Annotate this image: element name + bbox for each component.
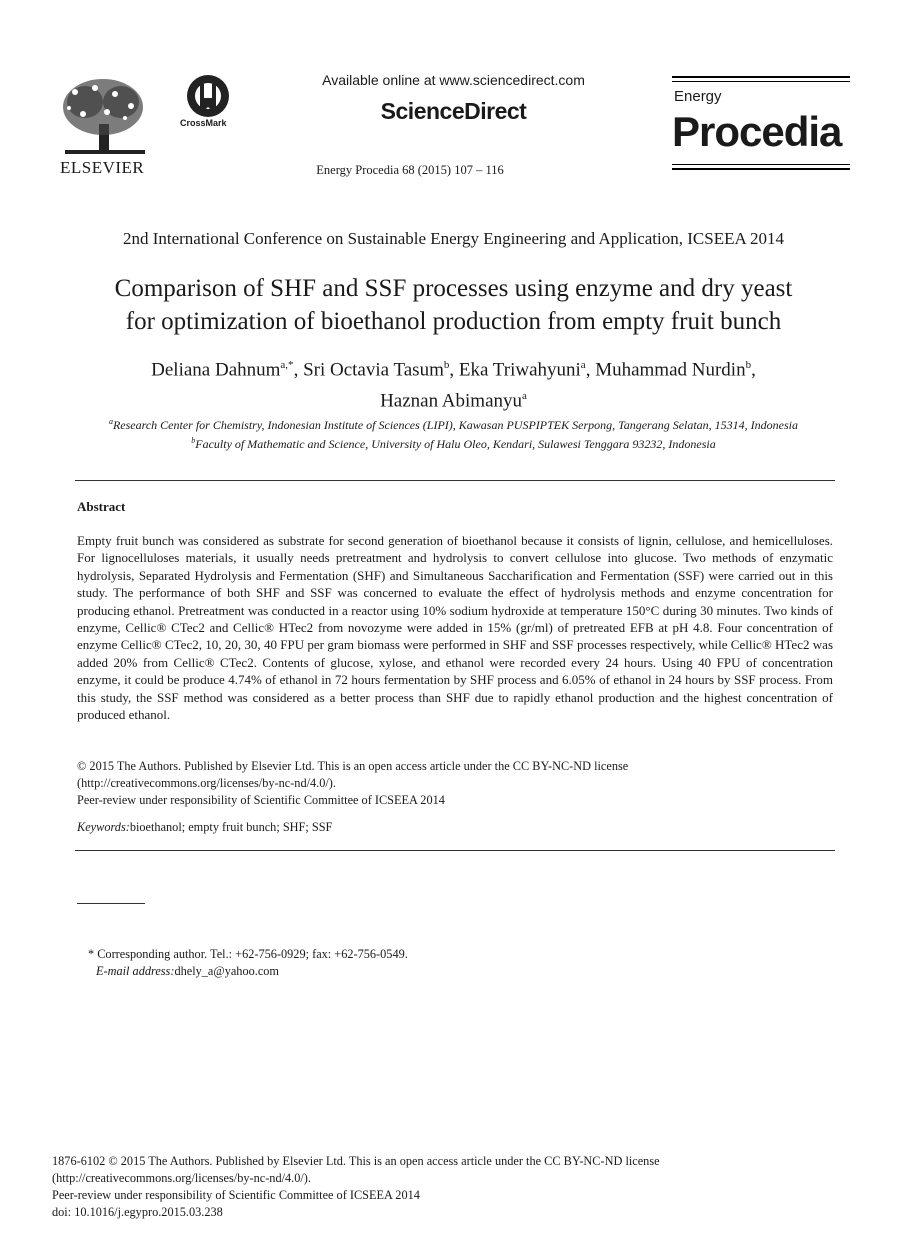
footer-license-link[interactable]: (http://creativecommons.org/licenses/by-nc-nd/4.0/). xyxy=(52,1171,311,1185)
affil-mark: b xyxy=(191,436,196,445)
author-name: Sri Octavia Tasum xyxy=(303,359,444,381)
divider xyxy=(75,480,835,481)
author-name: Muhammad Nurdin xyxy=(595,359,746,381)
abstract-heading: Abstract xyxy=(77,499,126,514)
available-online-text[interactable]: Available online at www.sciencedirect.com xyxy=(322,72,585,88)
affiliations xyxy=(40,414,867,452)
license-link[interactable]: (http://creativecommons.org/licenses/by-nc-nd/4.0/). xyxy=(77,776,336,790)
divider xyxy=(75,850,835,851)
author-separator: , xyxy=(449,359,459,381)
corresponding-author: * Corresponding author. Tel.: +62-756-0929; fax: +62-756-0549. xyxy=(88,947,408,961)
paper-title xyxy=(40,272,867,338)
peer-review-text: Peer-review under responsibility of Scientific Committee of ICSEEA 2014 xyxy=(77,793,445,807)
publisher-name: ELSEVIER xyxy=(60,158,145,177)
keywords-list: bioethanol; empty fruit bunch; SHF; SSF xyxy=(129,820,333,834)
affiliation-text: Research Center for Chemistry, Indonesian Institute of Sciences (LIPI), Kawasan PUSPIPTEK Serpong, Tangerang Selatan, 15314, Indonesia xyxy=(112,418,799,432)
author-list xyxy=(40,352,867,415)
journal-name-top: Energy xyxy=(674,88,722,105)
affil-mark: a xyxy=(108,417,113,426)
title-line: for optimization of bioethanol production from empty fruit bunch xyxy=(125,308,782,335)
journal-citation: Energy Procedia 68 (2015) 107 – 116 xyxy=(316,163,504,177)
author-name: Eka Triwahyuni xyxy=(458,359,581,381)
sciencedirect-logo[interactable]: ScienceDirect xyxy=(380,98,527,124)
crossmark-label: CrossMark xyxy=(180,118,227,128)
email-label: E-mail address: xyxy=(96,964,175,978)
footer-peer-review: Peer-review under responsibility of Scientific Committee of ICSEEA 2014 xyxy=(52,1188,420,1202)
author-affil-mark: a xyxy=(522,390,527,403)
author-separator: , xyxy=(751,359,756,381)
abstract-text: Empty fruit bunch was considered as substrate for second generation of bioethanol because it consists of lignin, cellulose, and hemicelluloses. For lignocelluloses materials, it usually needs pretreatment and hydrolysis to convert cellulose into glucose. Two methods of enzymatic hydrolysis, Separated Hydrolysis and Fermentation (SHF) and Simultaneous Saccharification and Fermentation (SSF) were carried out in this study. The performance of both SHF and SSF was concerned to evaluate the effect of hydrolysis methods and enzyme concentration for producing ethanol. Pretreatment was conducted in a reactor using 10% sodium hydroxide at temperature 150°C during 30 minutes. Two kinds of enzyme, Cellic® CTec2 and Cellic® HTec2 from novozyme were added in 15% (gr/ml) of pretreated EFB at pH 4.8. Four concentration of enzyme Cellic® CTec2, 10, 20, 30, 40 FPU per gram biomass were performed in SHF and SSF processes respectively, while Cellic® HTec2 was added 20% from Cellic® CTec2. Contents of glucose, xylose, and ethanol were recorded every 24 hours. Using 40 FPU of concentration enzyme, it could be produce 4.74% of ethanol in 72 hours fermentation by SHF process and 6.05% of ethanol in 24 hours by SSF process. From this study, the SSF method was considered as a better process than SHF due to rapidly ethanol production and the highest concentration of produced ethanol. xyxy=(77,533,833,723)
author-separator: , xyxy=(293,359,304,381)
footnote xyxy=(88,946,408,980)
author-affil-mark: b xyxy=(443,359,450,371)
author-separator: , xyxy=(585,359,596,381)
author-affil-mark: b xyxy=(745,359,752,371)
author-name: Haznan Abimanyu xyxy=(380,390,523,412)
email-address[interactable]: dhely_a@yahoo.com xyxy=(174,964,280,978)
copyright-notice xyxy=(77,758,833,809)
title-line: Comparison of SHF and SSF processes using enzyme and dry yeast xyxy=(114,275,793,302)
journal-logo xyxy=(672,76,852,176)
copyright-line: © 2015 The Authors. Published by Elsevier Ltd. This is an open access article under the CC BY-NC-ND license xyxy=(77,759,629,773)
keywords xyxy=(77,820,332,835)
conference-name: 2nd International Conference on Sustainable Energy Engineering and Application, ICSEEA 2014 xyxy=(122,229,785,248)
author-name: Deliana Dahnum xyxy=(151,359,281,381)
footer-doi[interactable]: doi: 10.1016/j.egypro.2015.03.238 xyxy=(52,1205,223,1219)
keywords-label: Keywords: xyxy=(77,820,130,834)
footnote-rule xyxy=(77,903,145,904)
journal-name-main: Procedia xyxy=(672,108,842,155)
author-affil-mark: a xyxy=(580,359,586,371)
affiliation-text: Faculty of Mathematic and Science, University of Halu Oleo, Kendari, Sulawesi Tenggara 93232, Indonesia xyxy=(195,437,716,451)
page-footer xyxy=(52,1153,660,1221)
author-affil-mark: a,* xyxy=(280,359,294,371)
footer-issn-line: 1876-6102 © 2015 The Authors. Published by Elsevier Ltd. This is an open access article under the CC BY-NC-ND license xyxy=(52,1154,660,1168)
